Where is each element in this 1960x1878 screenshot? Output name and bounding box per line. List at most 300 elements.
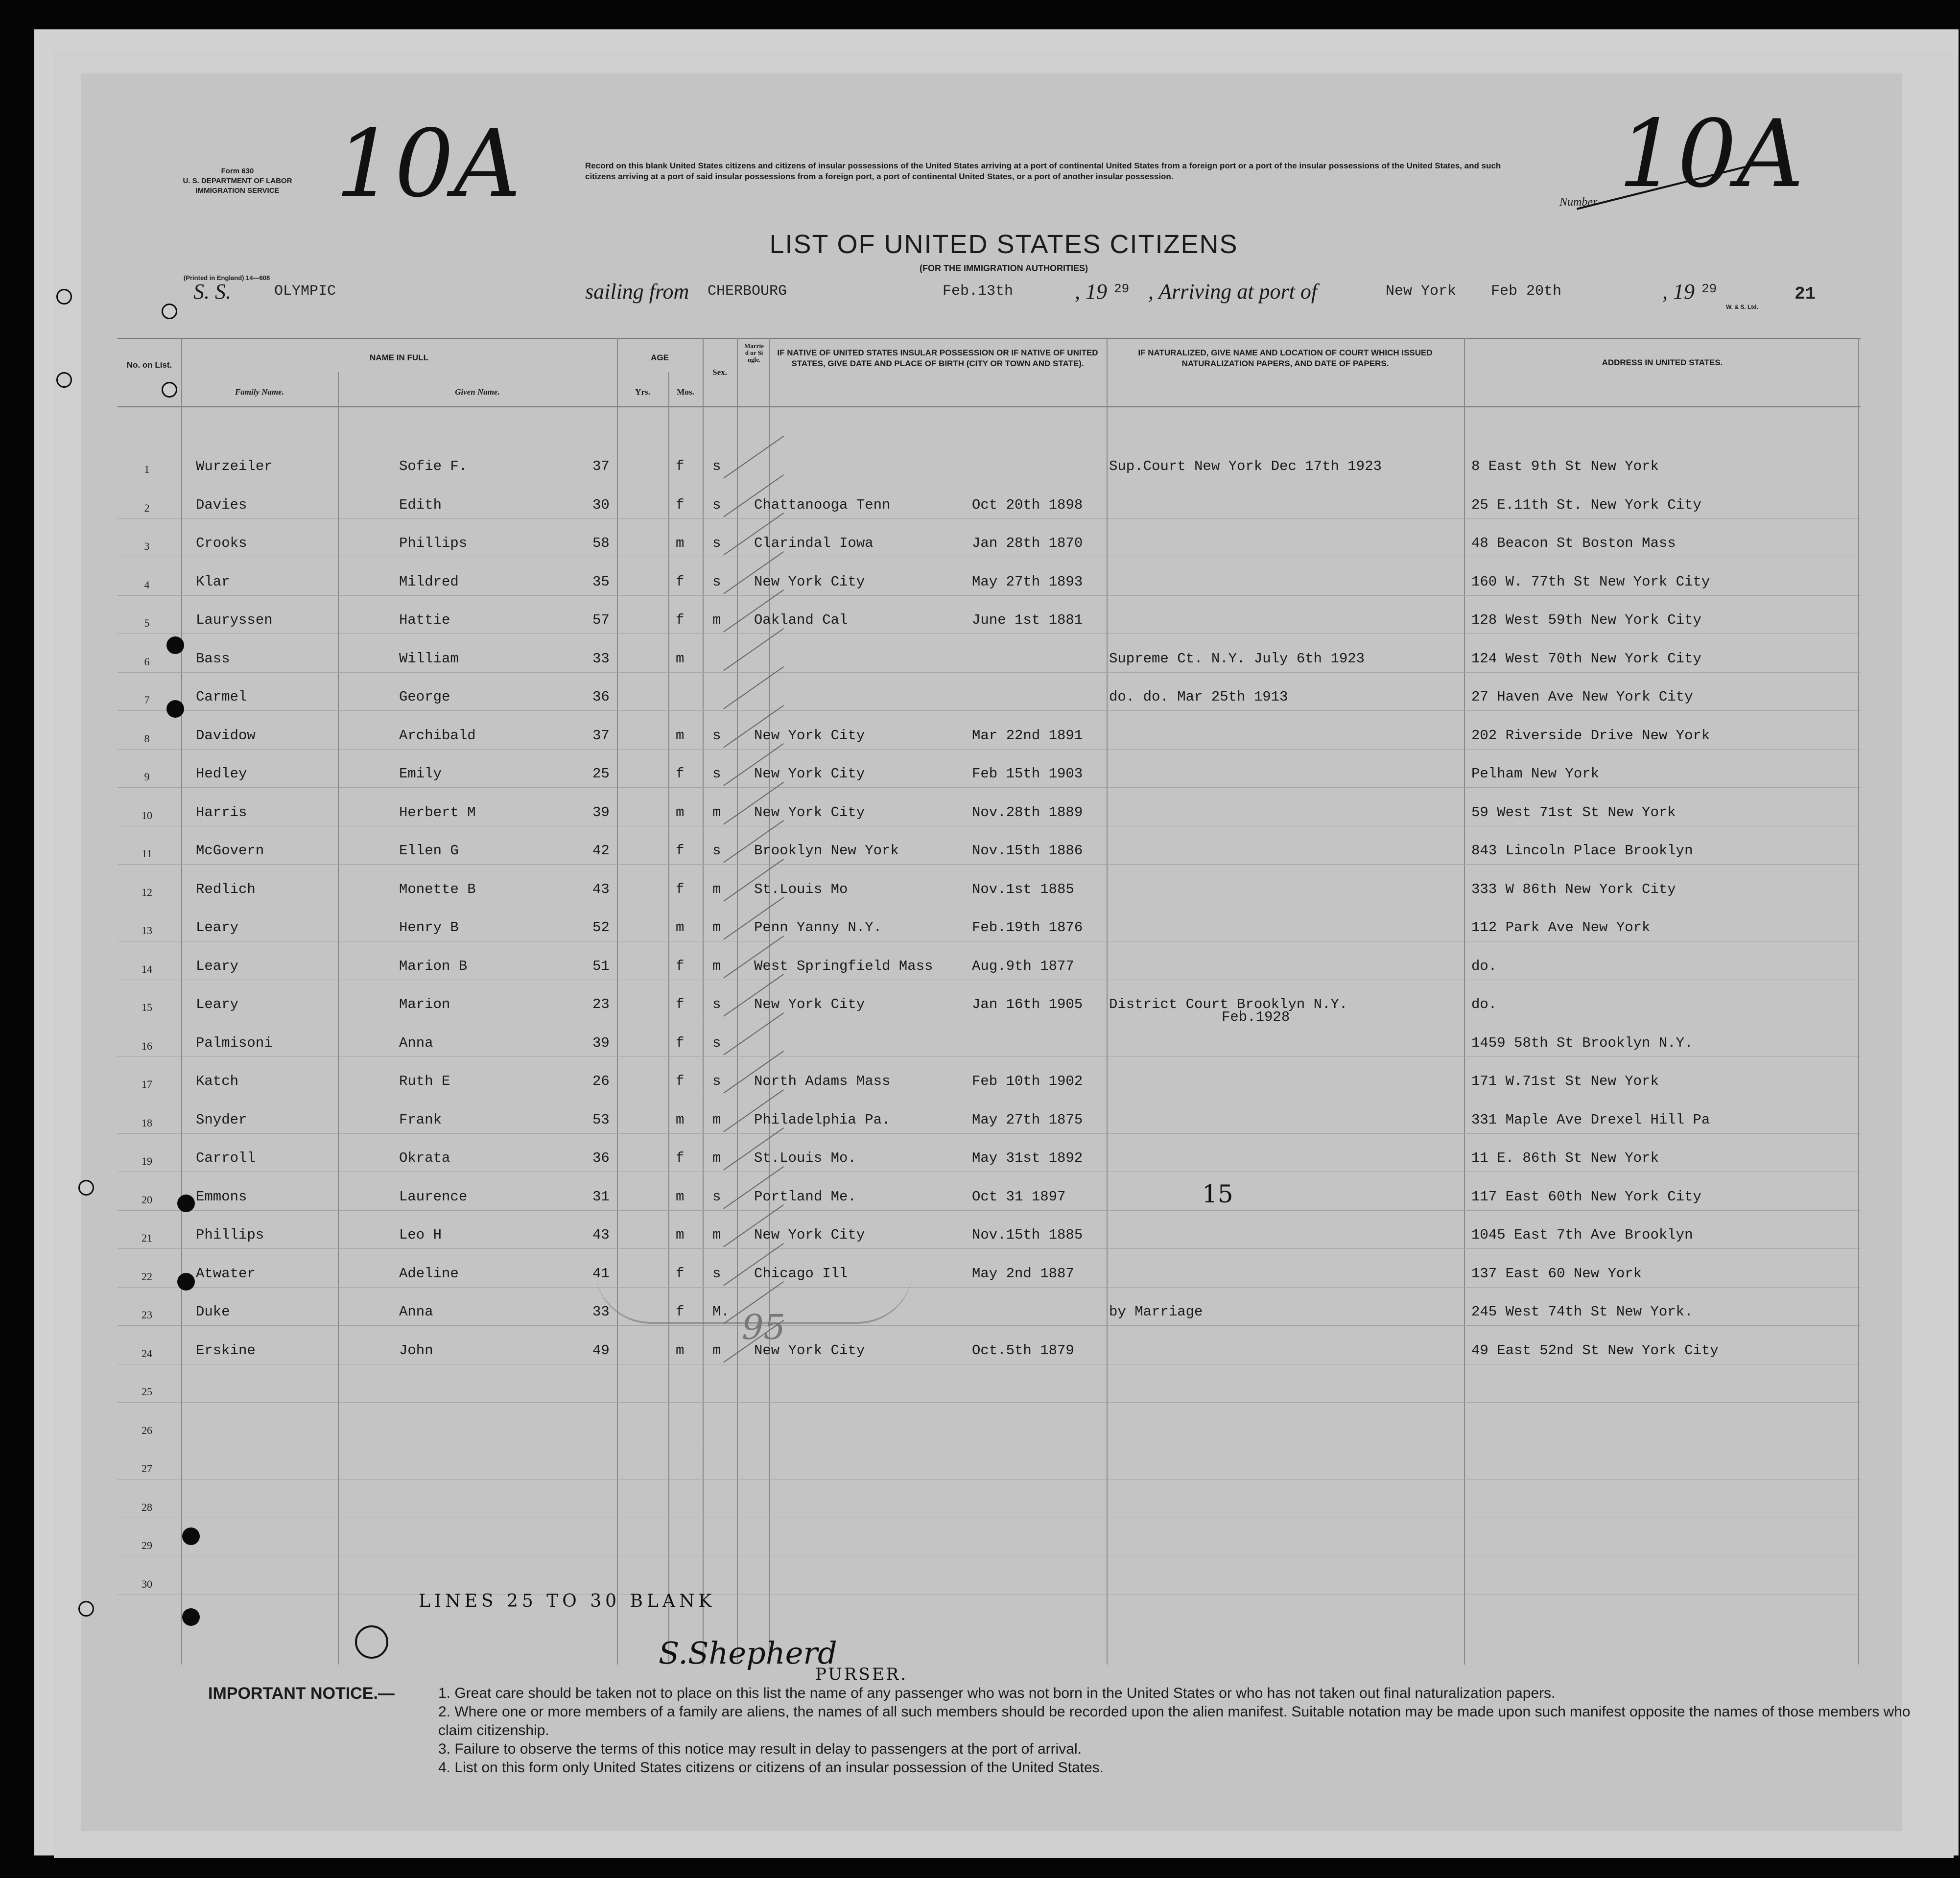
- address: do.: [1471, 996, 1497, 1012]
- age: 53: [592, 1111, 610, 1128]
- sex: f: [676, 1304, 685, 1320]
- col-head-yrs: Yrs.: [635, 387, 650, 397]
- family-name: Emmons: [196, 1188, 247, 1205]
- age: 37: [592, 458, 610, 474]
- family-name: Bass: [196, 650, 230, 667]
- punch-hole-icon: [166, 700, 184, 718]
- birth-date: May 27th 1893: [972, 573, 1083, 590]
- marital-status: s: [712, 1188, 721, 1205]
- address: 8 East 9th St New York: [1471, 458, 1659, 474]
- family-name: Davidow: [196, 727, 256, 744]
- row-number: 11: [142, 847, 152, 860]
- age: 25: [592, 766, 610, 782]
- row-number: 10: [142, 809, 152, 822]
- row-number: 3: [144, 540, 150, 552]
- birth-place: Chicago Ill: [754, 1265, 848, 1282]
- row-number: 7: [144, 694, 150, 706]
- birth-date: May 27th 1875: [972, 1111, 1083, 1128]
- col-rule: [1858, 338, 1859, 1665]
- age: 33: [592, 650, 610, 667]
- row-number: 5: [144, 617, 150, 629]
- binder-ring-icon: [56, 372, 72, 388]
- col-head-age: AGE: [651, 353, 669, 362]
- address: 1045 East 7th Ave Brooklyn: [1471, 1227, 1693, 1243]
- given-name: Monette B: [399, 881, 476, 897]
- pencil-signature-stroke: [595, 1265, 913, 1324]
- row-rule: [118, 1210, 1861, 1211]
- marital-status: m: [712, 1150, 721, 1166]
- row-number: 4: [144, 578, 150, 591]
- birth-date: June 1st 1881: [972, 612, 1083, 628]
- address: 128 West 59th New York City: [1471, 612, 1701, 628]
- given-name: Edith: [399, 496, 442, 513]
- given-name: Leo H: [399, 1227, 442, 1243]
- handwritten-15: 15: [1202, 1180, 1233, 1208]
- address: 59 West 71st St New York: [1471, 804, 1676, 821]
- sex: m: [676, 1111, 685, 1128]
- naturalization: District Court Brooklyn N.Y.: [1109, 996, 1348, 1012]
- birth-date: Feb 15th 1903: [972, 766, 1083, 782]
- birth-date: Jan 28th 1870: [972, 535, 1083, 551]
- marital-status: m: [712, 1342, 721, 1359]
- table-top-rule: [118, 338, 1861, 339]
- family-name: Davies: [196, 496, 247, 513]
- naturalization: do. do. Mar 25th 1913: [1109, 689, 1288, 705]
- address: 124 West 70th New York City: [1471, 650, 1701, 667]
- row-number: 12: [142, 886, 152, 898]
- sex: f: [676, 1265, 685, 1282]
- record-instruction: Record on this blank United States citizens and citizens of insular possessions of the United States arriving at a port of continental United States from a foreign port or a port of the insular possessions of the United States, and such citizens arriving at a port of said insular possessions from a foreign port, a port of continental United States, or a port of another insular possession.: [585, 161, 1501, 181]
- marital-status: m: [712, 804, 721, 821]
- birth-place: St.Louis Mo.: [754, 1150, 856, 1166]
- birth-date: May 2nd 1887: [972, 1265, 1074, 1282]
- family-name: Carmel: [196, 689, 247, 705]
- age: 37: [592, 727, 610, 744]
- row-number: 23: [142, 1309, 152, 1321]
- sex: f: [676, 996, 685, 1012]
- birth-place: Oakland Cal: [754, 612, 848, 628]
- col-head-no: No. on List.: [126, 360, 172, 370]
- family-name: Crooks: [196, 535, 247, 551]
- address: 245 West 74th St New York.: [1471, 1304, 1693, 1320]
- notice-label: IMPORTANT NOTICE.—: [208, 1684, 395, 1703]
- birth-date: Oct 20th 1898: [972, 496, 1083, 513]
- sex: f: [676, 1034, 685, 1051]
- given-name: Marion B: [399, 958, 468, 974]
- given-name: Ellen G: [399, 843, 459, 859]
- sex: f: [676, 881, 685, 897]
- given-name: Anna: [399, 1034, 433, 1051]
- row-rule: [118, 672, 1861, 673]
- family-name: Katch: [196, 1073, 239, 1089]
- birth-date: May 31st 1892: [972, 1150, 1083, 1166]
- row-rule: [118, 1056, 1861, 1057]
- marital-status: s: [712, 458, 721, 474]
- binder-ring-icon: [162, 304, 177, 319]
- sheet-number: 21: [1795, 284, 1816, 304]
- ship-name: OLYMPIC: [274, 283, 336, 300]
- family-name: Hedley: [196, 766, 247, 782]
- given-name: Frank: [399, 1111, 442, 1128]
- row-number: 6: [144, 655, 150, 668]
- binder-ring-icon: [78, 1601, 94, 1617]
- birth-date: Nov.1st 1885: [972, 881, 1074, 897]
- col-rule: [703, 338, 704, 1665]
- sex: m: [676, 535, 685, 551]
- printed-in: (Printed in England) 14—608: [184, 274, 270, 282]
- pencil-scrawl: 95: [742, 1307, 786, 1347]
- row-rule: [118, 1402, 1861, 1403]
- given-name: Mildred: [399, 573, 459, 590]
- marital-status: s: [712, 996, 721, 1012]
- sex: f: [676, 766, 685, 782]
- row-number: 26: [142, 1424, 152, 1436]
- row-rule: [118, 710, 1861, 711]
- age: 39: [592, 804, 610, 821]
- family-name: Palmisoni: [196, 1034, 273, 1051]
- given-name: Herbert M: [399, 804, 476, 821]
- birth-place: Brooklyn New York: [754, 843, 899, 859]
- marital-status: s: [712, 1073, 721, 1089]
- year-suffix-1: 29: [1114, 282, 1130, 296]
- address: Pelham New York: [1471, 766, 1600, 782]
- address: 48 Beacon St Boston Mass: [1471, 535, 1676, 551]
- punch-hole-icon: [177, 1273, 195, 1291]
- address: 11 E. 86th St New York: [1471, 1150, 1659, 1166]
- purser-title: PURSER.: [815, 1665, 908, 1684]
- marital-status: m: [712, 919, 721, 936]
- row-rule: [118, 1325, 1861, 1326]
- given-name: Emily: [399, 766, 442, 782]
- col-rule: [1464, 338, 1465, 1665]
- sex: f: [676, 458, 685, 474]
- sex: f: [676, 612, 685, 628]
- birth-date: Feb.19th 1876: [972, 919, 1083, 936]
- row-number: 29: [142, 1539, 152, 1551]
- col-head-given: Given Name.: [455, 387, 500, 397]
- given-name: Adeline: [399, 1265, 459, 1282]
- birth-place: New York City: [754, 1342, 865, 1359]
- birth-date: Oct.5th 1879: [972, 1342, 1074, 1359]
- family-name: Phillips: [196, 1227, 264, 1243]
- row-number: 17: [142, 1078, 152, 1090]
- printer-mark: W. & S. Ltd.: [1726, 304, 1758, 310]
- punch-hole-icon: [166, 636, 184, 654]
- birth-place: Portland Me.: [754, 1188, 856, 1205]
- row-rule: [118, 1133, 1861, 1134]
- age: 57: [592, 612, 610, 628]
- age: 36: [592, 689, 610, 705]
- row-number: 21: [142, 1232, 152, 1244]
- col-head-married: Married or Single.: [744, 342, 764, 363]
- sex: f: [676, 958, 685, 974]
- col-rule: [1107, 338, 1108, 1665]
- row-number: 22: [142, 1270, 152, 1283]
- birth-place: New York City: [754, 1227, 865, 1243]
- given-name: John: [399, 1342, 433, 1359]
- address: 171 W.71st St New York: [1471, 1073, 1659, 1089]
- notice-item: 1. Great care should be taken not to place on this list the name of any passenger who was not born in the United States or who has not taken out final naturalization papers.: [438, 1685, 1556, 1701]
- sex: m: [676, 650, 685, 667]
- row-number: 2: [144, 501, 150, 514]
- family-name: Wurzeiler: [196, 458, 273, 474]
- page-title: LIST OF UNITED STATES CITIZENS: [769, 230, 1238, 259]
- family-name: Atwater: [196, 1265, 256, 1282]
- address: 843 Lincoln Place Brooklyn: [1471, 843, 1693, 859]
- naturalization: by Marriage: [1109, 1304, 1203, 1320]
- marital-status: m: [712, 612, 721, 628]
- family-name: Harris: [196, 804, 247, 821]
- row-number: 15: [142, 1001, 152, 1013]
- address: do.: [1471, 958, 1497, 974]
- marital-status: s: [712, 1034, 721, 1051]
- col-rule: [737, 338, 738, 1665]
- family-name: Leary: [196, 919, 239, 936]
- row-number: 1: [144, 463, 150, 475]
- address: 331 Maple Ave Drexel Hill Pa: [1471, 1111, 1710, 1128]
- marital-status: m: [712, 1227, 721, 1243]
- row-rule: [118, 1287, 1861, 1288]
- birth-place: Chattanooga Tenn: [754, 496, 891, 513]
- service: IMMIGRATION SERVICE: [195, 187, 280, 195]
- given-name: Marion: [399, 996, 450, 1012]
- given-name: Phillips: [399, 535, 468, 551]
- marital-status: s: [712, 573, 721, 590]
- sex: f: [676, 573, 685, 590]
- marital-status: M.: [712, 1304, 730, 1320]
- birth-place: New York City: [754, 996, 865, 1012]
- punch-hole-icon: [182, 1608, 200, 1626]
- family-name: Carroll: [196, 1150, 256, 1166]
- family-name: Snyder: [196, 1111, 247, 1128]
- sex: m: [676, 804, 685, 821]
- row-number: 16: [142, 1039, 152, 1052]
- marital-status: m: [712, 958, 721, 974]
- circled-initial-icon: [355, 1625, 388, 1659]
- col-rule: [668, 372, 669, 1665]
- family-name: Leary: [196, 958, 239, 974]
- important-notice: [208, 1684, 1922, 1777]
- sex: f: [676, 1073, 685, 1089]
- address: 333 W 86th New York City: [1471, 881, 1676, 897]
- year-prefix-1: , 19: [1075, 280, 1107, 304]
- purser-signature: S.Shepherd: [659, 1635, 837, 1671]
- row-number: 27: [142, 1462, 152, 1475]
- given-name: Laurence: [399, 1188, 468, 1205]
- birth-place: New York City: [754, 766, 865, 782]
- age: 42: [592, 843, 610, 859]
- age: 49: [592, 1342, 610, 1359]
- birth-date: Nov.28th 1889: [972, 804, 1083, 821]
- arriving-label: , Arriving at port of: [1148, 280, 1318, 304]
- binder-ring-icon: [162, 382, 177, 398]
- punch-hole-icon: [177, 1195, 195, 1212]
- age: 30: [592, 496, 610, 513]
- arrival-date: Feb 20th: [1491, 283, 1562, 300]
- handwritten-number-left: 10A: [335, 110, 521, 218]
- sex: m: [676, 1227, 685, 1243]
- address: 1459 58th St Brooklyn N.Y.: [1471, 1034, 1693, 1051]
- row-number: 8: [144, 732, 150, 745]
- age: 43: [592, 1227, 610, 1243]
- marital-status: m: [712, 881, 721, 897]
- handwritten-number-right: 10A: [1618, 100, 1804, 208]
- sailing-label: sailing from: [585, 280, 689, 304]
- col-head-family: Family Name.: [235, 387, 284, 397]
- row-number: 20: [142, 1193, 152, 1206]
- arrival-port: New York: [1386, 283, 1457, 300]
- family-name: Redlich: [196, 881, 256, 897]
- sex: f: [676, 496, 685, 513]
- birth-place: St.Louis Mo: [754, 881, 848, 897]
- notice-item: 3. Failure to observe the terms of this notice may result in delay to passengers at the port of arrival.: [438, 1741, 1082, 1757]
- birth-date: Jan 16th 1905: [972, 996, 1083, 1012]
- row-number: 18: [142, 1116, 152, 1129]
- age: 36: [592, 1150, 610, 1166]
- naturalization-date: Feb.1928: [1222, 1009, 1290, 1025]
- row-number: 25: [142, 1385, 152, 1398]
- address: 137 East 60 New York: [1471, 1265, 1642, 1282]
- marital-status: s: [712, 766, 721, 782]
- naturalization: Sup.Court New York Dec 17th 1923: [1109, 458, 1382, 474]
- sex: m: [676, 1188, 685, 1205]
- address: 27 Haven Ave New York City: [1471, 689, 1693, 705]
- marital-status: s: [712, 496, 721, 513]
- family-name: Leary: [196, 996, 239, 1012]
- row-rule: [118, 518, 1861, 519]
- sex: m: [676, 919, 685, 936]
- col-head-name: NAME IN FULL: [370, 353, 428, 362]
- family-name: Lauryssen: [196, 612, 273, 628]
- address: 160 W. 77th St New York City: [1471, 573, 1710, 590]
- row-number: 19: [142, 1155, 152, 1167]
- row-rule: [118, 864, 1861, 865]
- birth-date: Aug.9th 1877: [972, 958, 1074, 974]
- age: 39: [592, 1034, 610, 1051]
- sex: f: [676, 843, 685, 859]
- address: 25 E.11th St. New York City: [1471, 496, 1701, 513]
- birth-place: West Springfield Mass: [754, 958, 933, 974]
- given-name: Archibald: [399, 727, 476, 744]
- marital-status: s: [712, 1265, 721, 1282]
- given-name: George: [399, 689, 450, 705]
- birth-place: New York City: [754, 573, 865, 590]
- marital-status: m: [712, 1111, 721, 1128]
- ss-label: S. S.: [193, 280, 231, 304]
- col-head-mos: Mos.: [677, 387, 694, 397]
- row-number: 13: [142, 924, 152, 937]
- address: 117 East 60th New York City: [1471, 1188, 1701, 1205]
- age: 31: [592, 1188, 610, 1205]
- given-name: Okrata: [399, 1150, 450, 1166]
- age: 23: [592, 996, 610, 1012]
- notice-item: 2. Where one or more members of a family are aliens, the names of all such members should be recorded upon the alien manifest. Suitable notation may be made upon such manifest opposite the names of those members who claim citizenship.: [438, 1704, 1911, 1738]
- row-rule: [118, 749, 1861, 750]
- address: 49 East 52nd St New York City: [1471, 1342, 1719, 1359]
- naturalization: Supreme Ct. N.Y. July 6th 1923: [1109, 650, 1365, 667]
- col-rule: [617, 338, 618, 1665]
- birth-date: Mar 22nd 1891: [972, 727, 1083, 744]
- birth-place: New York City: [754, 804, 865, 821]
- age: 51: [592, 958, 610, 974]
- birth-date: Nov.15th 1885: [972, 1227, 1083, 1243]
- family-name: McGovern: [196, 843, 264, 859]
- department: U. S. DEPARTMENT OF LABOR: [183, 177, 292, 185]
- row-rule: [118, 787, 1861, 788]
- age: 35: [592, 573, 610, 590]
- marital-status: s: [712, 535, 721, 551]
- age: 52: [592, 919, 610, 936]
- birth-date: Feb 10th 1902: [972, 1073, 1083, 1089]
- sex: m: [676, 727, 685, 744]
- binder-ring-icon: [56, 289, 72, 305]
- given-name: Sofie F.: [399, 458, 468, 474]
- age: 33: [592, 1304, 610, 1320]
- col-head-sex: Sex.: [712, 368, 727, 377]
- age: 43: [592, 881, 610, 897]
- col-rule: [338, 372, 339, 1665]
- sailing-date: Feb.13th: [943, 283, 1014, 300]
- row-rule: [118, 595, 1861, 596]
- sex: m: [676, 1342, 685, 1359]
- form-info: [120, 166, 355, 196]
- binder-ring-icon: [78, 1180, 94, 1196]
- row-number: 9: [144, 771, 150, 783]
- address: 112 Park Ave New York: [1471, 919, 1651, 936]
- birth-place: North Adams Mass: [754, 1073, 891, 1089]
- family-name: Klar: [196, 573, 230, 590]
- sailing-port: CHERBOURG: [708, 283, 787, 300]
- birth-place: Clarindal Iowa: [754, 535, 874, 551]
- lines-blank-note: LINES 25 TO 30 BLANK: [419, 1591, 716, 1611]
- row-number: 30: [142, 1577, 152, 1590]
- row-number: 24: [142, 1347, 152, 1360]
- year-suffix-2: 29: [1701, 282, 1717, 296]
- address: 202 Riverside Drive New York: [1471, 727, 1710, 744]
- row-number: 28: [142, 1501, 152, 1513]
- age: 41: [592, 1265, 610, 1282]
- notice-item: 4. List on this form only United States citizens or citizens of an insular possession of the United States.: [438, 1760, 1104, 1776]
- given-name: Henry B: [399, 919, 459, 936]
- birth-date: Oct 31 1897: [972, 1188, 1066, 1205]
- given-name: Hattie: [399, 612, 450, 628]
- number-label: Number: [1559, 196, 1598, 209]
- marital-status: s: [712, 843, 721, 859]
- table-head-rule: [118, 406, 1861, 407]
- given-name: Anna: [399, 1304, 433, 1320]
- birth-date: Nov.15th 1886: [972, 843, 1083, 859]
- given-name: Ruth E: [399, 1073, 450, 1089]
- age: 26: [592, 1073, 610, 1089]
- birth-place: Penn Yanny N.Y.: [754, 919, 882, 936]
- row-number: 14: [142, 962, 152, 975]
- col-head-birth: IF NATIVE OF UNITED STATES INSULAR POSSESSION OR IF NATIVE OF UNITED STATES, GIVE DATE AND PLACE OF BIRTH (CITY OR TOWN AND STATE).: [777, 348, 1098, 368]
- col-head-address: ADDRESS IN UNITED STATES.: [1602, 358, 1723, 367]
- col-head-naturalized: IF NATURALIZED, GIVE NAME AND LOCATION OF COURT WHICH ISSUED NATURALIZATION PAPERS, AND DATE OF PAPERS.: [1138, 348, 1433, 368]
- manifest-page: [81, 73, 1911, 1831]
- row-rule: [118, 1248, 1861, 1249]
- page-subtitle: (FOR THE IMMIGRATION AUTHORITIES): [920, 263, 1088, 273]
- marital-status: s: [712, 727, 721, 744]
- col-rule: [181, 338, 182, 1665]
- sex: f: [676, 1150, 685, 1166]
- punch-hole-icon: [182, 1527, 200, 1545]
- birth-place: Philadelphia Pa.: [754, 1111, 891, 1128]
- age: 58: [592, 535, 610, 551]
- form-number: Form 630: [221, 167, 254, 175]
- year-prefix-2: , 19: [1662, 280, 1695, 304]
- family-name: Erskine: [196, 1342, 256, 1359]
